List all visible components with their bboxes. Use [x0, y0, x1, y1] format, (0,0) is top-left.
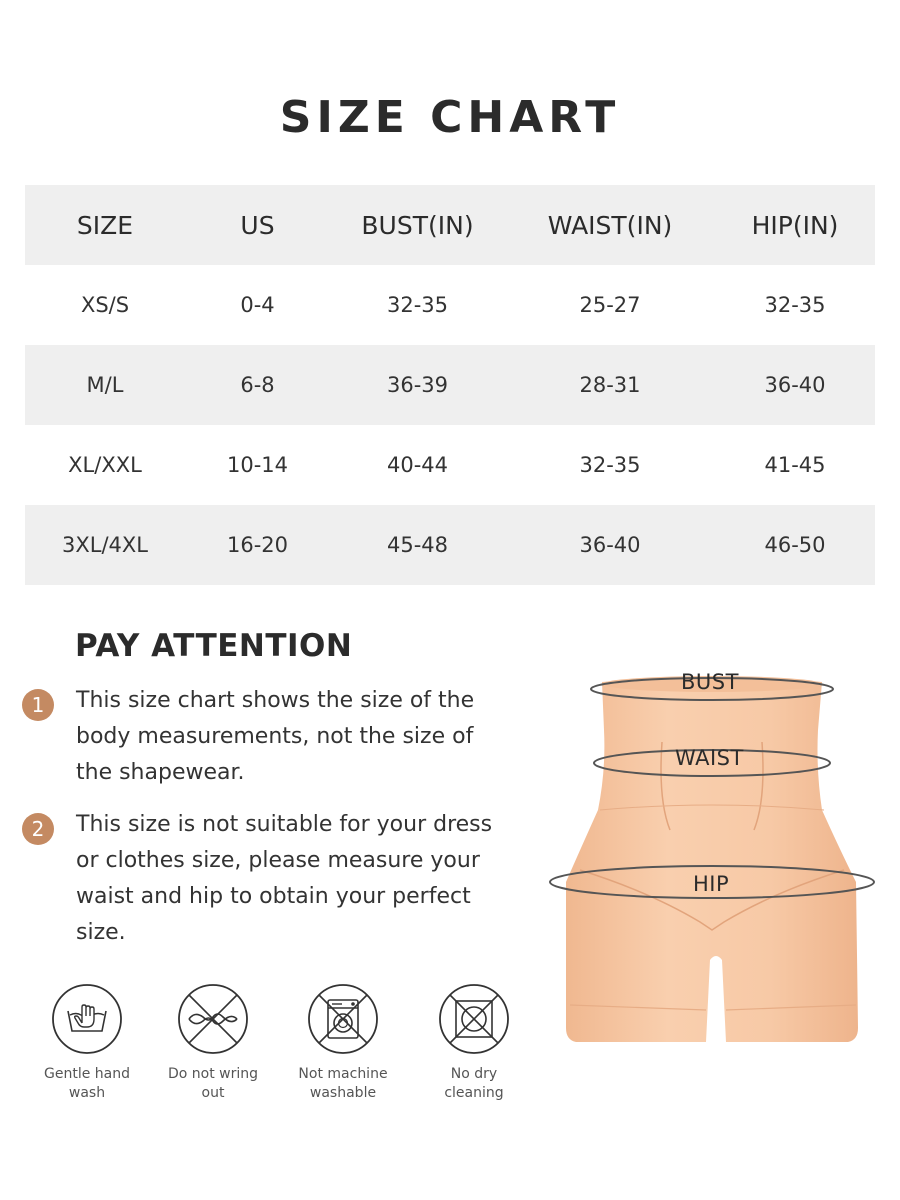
care-label: Do not wring out	[167, 1066, 259, 1101]
cell-size: 3XL/4XL	[62, 533, 148, 557]
hand-wash-icon	[51, 983, 123, 1055]
header-us: US	[240, 210, 275, 240]
care-label: No dry cleaning	[444, 1066, 504, 1101]
attention-text: This size chart shows the size of the body measurements, not the size of the shapewear.	[76, 688, 475, 785]
number-badge: 2	[22, 813, 54, 845]
table-header-row	[25, 185, 875, 265]
shapewear-illustration	[540, 660, 885, 1080]
table-row	[25, 345, 875, 425]
cell-size: XL/XXL	[68, 453, 142, 477]
header-waist: WAIST(IN)	[547, 210, 673, 240]
page-title: SIZE CHART	[279, 92, 621, 143]
table-row	[25, 505, 875, 585]
hip-label: HIP	[693, 872, 730, 896]
table-row	[25, 265, 875, 345]
care-label: Gentle hand wash	[44, 1066, 130, 1101]
attention-text: This size is not suitable for your dress or clothes size, please measure your waist and hip to obtain your perfect size.	[76, 812, 493, 945]
header-size: SIZE	[76, 210, 134, 240]
cell-size: XS/S	[80, 293, 130, 317]
cell-bust: 36-39	[386, 373, 449, 397]
no-machine-wash-icon	[307, 983, 379, 1055]
cell-us: 10-14	[226, 453, 289, 477]
header-bust: BUST(IN)	[361, 210, 474, 240]
cell-waist: 36-40	[579, 533, 641, 557]
care-label: Not machine washable	[298, 1066, 388, 1101]
cell-waist: 28-31	[579, 373, 641, 397]
number-badge: 1	[22, 689, 54, 721]
header-hip: HIP(IN)	[751, 210, 839, 240]
cell-waist: 25-27	[579, 293, 641, 317]
cell-hip: 46-50	[764, 533, 826, 557]
cell-bust: 32-35	[386, 293, 449, 317]
size-table	[25, 185, 875, 585]
cell-size: M/L	[86, 373, 124, 397]
pay-attention-heading: PAY ATTENTION	[75, 628, 353, 664]
cell-us: 0-4	[240, 293, 275, 317]
no-dry-clean-icon	[438, 983, 510, 1055]
cell-bust: 40-44	[386, 453, 449, 477]
care-item	[419, 983, 529, 1103]
cell-us: 6-8	[240, 373, 275, 397]
care-item	[158, 983, 268, 1103]
no-wring-icon	[177, 983, 249, 1055]
cell-waist: 32-35	[579, 453, 641, 477]
waist-label: WAIST	[675, 746, 744, 770]
cell-us: 16-20	[226, 533, 289, 557]
bust-label: BUST	[681, 670, 739, 694]
care-item	[32, 983, 142, 1103]
cell-bust: 45-48	[386, 533, 449, 557]
shapewear-image	[540, 660, 885, 1080]
cell-hip: 36-40	[764, 373, 826, 397]
cell-hip: 32-35	[764, 293, 826, 317]
care-item	[288, 983, 398, 1103]
cell-hip: 41-45	[764, 453, 826, 477]
table-row	[25, 425, 875, 505]
